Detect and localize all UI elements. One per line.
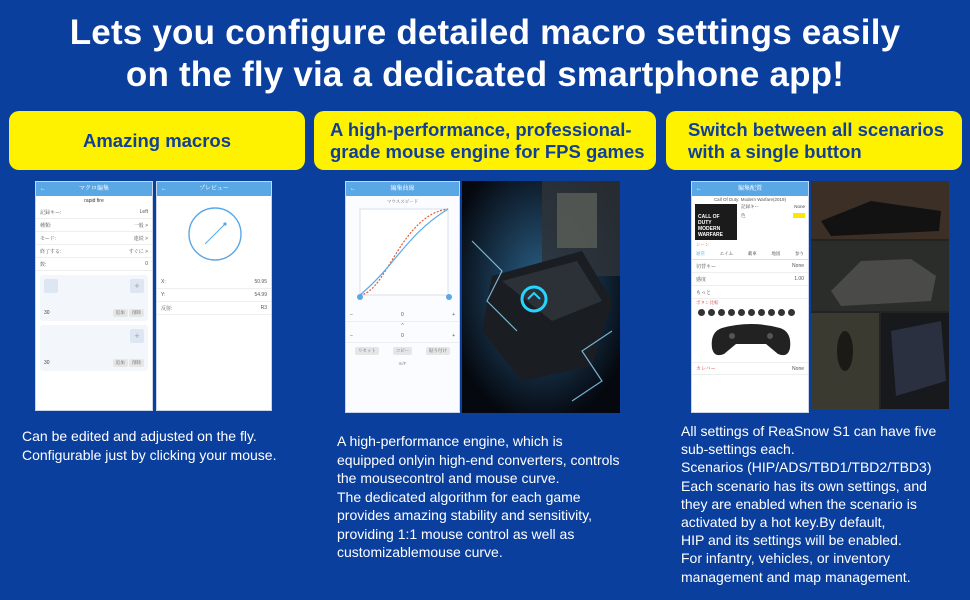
description-line: All settings of ReaSnow S1 can have five [681,423,937,439]
color-swatch[interactable] [793,213,805,218]
record-key-row[interactable] [741,204,805,210]
minus-icon[interactable]: – [350,312,353,318]
tab-other[interactable]: 参り [795,251,804,256]
controller-button-icon[interactable] [708,309,715,316]
section-label: シーン [696,242,710,247]
curve-value-row[interactable] [346,309,459,322]
gaming-mouse-photo [462,181,620,413]
footer-row[interactable] [692,362,808,375]
mouse-curve-screen [345,181,460,413]
controller-button-icon[interactable] [718,309,725,316]
row-label: 種類: [40,222,52,229]
macro-step-block[interactable] [40,325,148,371]
back-arrow-icon[interactable]: ← [40,186,46,192]
scenario-tabs [692,249,808,260]
curve-mode: m/F [398,361,407,366]
headline-line-1: Lets you configure detailed macro settings easily [69,13,901,52]
tab-aim[interactable]: エイム [719,251,734,256]
row-label: 記録キー [741,204,759,209]
step-value[interactable]: 30 [44,310,50,316]
description-line: For infantry, vehicles, or inventory [681,550,891,567]
preview-screen [156,181,272,411]
description-line: Configurable just by clicking your mouse. [22,447,277,463]
mouse-curve-graph[interactable] [346,205,460,307]
curve-value-row[interactable] [346,330,459,343]
reset-button[interactable]: リセット [355,347,379,355]
delete-button[interactable]: 削除 [129,359,144,367]
setting-row[interactable] [36,245,152,258]
button-icon-grid [692,307,808,318]
row-label: もっと [696,289,712,296]
headline-line-2: on the fly via a dedicated smartphone app! [125,55,845,94]
row-value: R3 [260,305,267,311]
row-label: X: [161,279,166,285]
row-label: モード: [40,235,57,242]
description-line: The dedicated algorithm for each game [337,488,581,505]
game-cover: CALL OF DUTY MODERN WARFARE [695,204,737,240]
row-label: 色 [741,213,746,218]
tab-vehicle[interactable]: 載車 [747,251,757,256]
description-line: sub-settings each. [681,441,795,458]
label-line: grade mouse engine for FPS games [330,140,645,162]
panel-label-scenarios [666,111,962,170]
minus-icon[interactable]: – [350,333,353,339]
add-button[interactable]: 追加 [113,359,128,367]
row-label: 切替キー [696,263,717,270]
step-value[interactable]: 30 [44,360,50,366]
row-label: Y: [161,292,166,298]
label-line: Amazing macros [82,129,232,151]
description-scenarios [681,422,966,586]
row-value: None [794,204,805,209]
headline [0,12,970,96]
description-mouse-engine [337,432,647,562]
description-line: HIP and its settings will be enabled. [681,532,902,549]
screen-title: 編集曲線 [390,186,415,192]
description-line: Scenarios (HIP/ADS/TBD1/TBD2/TBD3) [681,459,932,476]
row-label: 数: [40,261,47,268]
app-bar [692,182,808,196]
add-icon[interactable]: + [130,329,144,343]
y-coordinate-row[interactable] [157,289,271,302]
description-line: Each scenario has its own settings, and [681,477,927,494]
game-scene-image [811,181,949,409]
row-value: None [792,365,804,372]
plus-icon[interactable]: + [452,312,455,318]
macro-edit-screen [35,181,153,411]
setting-row[interactable] [692,273,808,286]
game-title: Call Of Duty: Modern Warfare(2019) [713,197,787,202]
screen-title: プレビュー [199,186,229,192]
description-line: provides amazing stability and sensitivity, [337,507,592,523]
chevron-up-icon[interactable]: ⌃ [399,323,406,330]
color-row[interactable] [741,213,805,219]
back-arrow-icon[interactable]: ← [350,186,356,192]
description-line: customizablemouse curve. [337,544,503,560]
setting-row[interactable] [36,232,152,245]
description-line: equipped onlyin high-end converters, controls [337,451,620,468]
controller-button-icon[interactable] [728,309,735,316]
description-macros [22,427,312,465]
app-bar [346,182,459,196]
tab-normal[interactable]: 通常 [696,251,705,256]
row-value: None [792,263,804,269]
paste-button[interactable]: 貼り付け [426,347,450,355]
scenario-screen [691,181,809,413]
curve-subtitle: マウススピード [386,199,419,204]
screen-title: マクロ編集 [78,186,109,192]
add-button[interactable]: 追加 [113,309,128,317]
description-line: they are enabled when the scenario is [681,495,917,512]
controller-button-icon[interactable] [778,309,785,316]
row-value: 連続 > [133,235,148,242]
description-line: providing 1:1 mouse control as well as [337,525,575,542]
row-value: 1.00 [794,276,804,282]
setting-row[interactable] [692,260,808,273]
controller-button-icon[interactable] [748,309,755,316]
row-label: 感度 [696,276,707,283]
controller-button-icon[interactable] [788,309,795,316]
row-value: 50.95 [254,279,267,285]
app-bar [157,182,271,196]
label-line: A high-performance, professional- [330,118,632,140]
game-screenshots [811,181,949,409]
macro-name: rapid fire [84,198,104,204]
setting-row[interactable] [692,286,808,299]
back-arrow-icon[interactable]: ← [161,186,167,192]
app-bar [36,182,152,196]
curve-value: 0 [401,333,404,339]
label-line: with a single button [688,140,862,162]
row-label: カレバー [696,366,716,372]
row-value: 54.99 [254,292,267,298]
description-line: management and map management. [681,568,911,585]
controller-button-icon[interactable] [758,309,765,316]
description-line: activated by a hot key.By default, [681,514,886,531]
screen-title: 編集配置 [737,186,762,192]
panel-label-mouse-engine [314,111,656,170]
back-arrow-icon[interactable]: ← [696,186,702,192]
controller-button-icon[interactable] [698,309,705,316]
controller-button-icon[interactable] [768,309,775,316]
gaming-mouse-image [462,181,620,413]
macro-step-block[interactable] [40,275,148,321]
description-line: A high-performance engine, which is [337,433,563,449]
row-value: 0 [145,261,148,267]
controller-icon [692,318,809,360]
copy-button[interactable]: コピー [393,347,412,355]
delete-button[interactable]: 削除 [129,309,144,317]
description-line: Can be edited and adjusted on the fly. [22,428,257,444]
tab-map[interactable]: 地図 [771,251,781,256]
label-line: Switch between all scenarios [688,118,945,140]
setting-row[interactable] [36,206,152,219]
x-coordinate-row[interactable] [157,276,271,289]
plus-icon[interactable]: + [452,333,455,339]
panel-label-macros [9,111,305,170]
row-label: 終了する: [40,248,62,255]
preview-joystick-circle [157,196,272,268]
add-icon[interactable]: + [130,279,144,293]
step-thumbnail [44,279,58,293]
description-line: the mousecontrol and mouse curve. [337,470,560,486]
setting-row[interactable] [36,258,152,271]
row-value: Left [139,209,148,215]
controller-button-icon[interactable] [738,309,745,316]
row-label: 反射: [161,305,173,312]
key-row[interactable] [157,302,271,315]
row-label: 記録キー: [40,209,62,216]
row-value: 一般 > [133,222,148,229]
row-value: すぐに > [128,248,148,255]
button-section-label: ボタン比較 [696,300,719,305]
curve-value: 0 [401,312,404,318]
setting-row[interactable] [36,219,152,232]
